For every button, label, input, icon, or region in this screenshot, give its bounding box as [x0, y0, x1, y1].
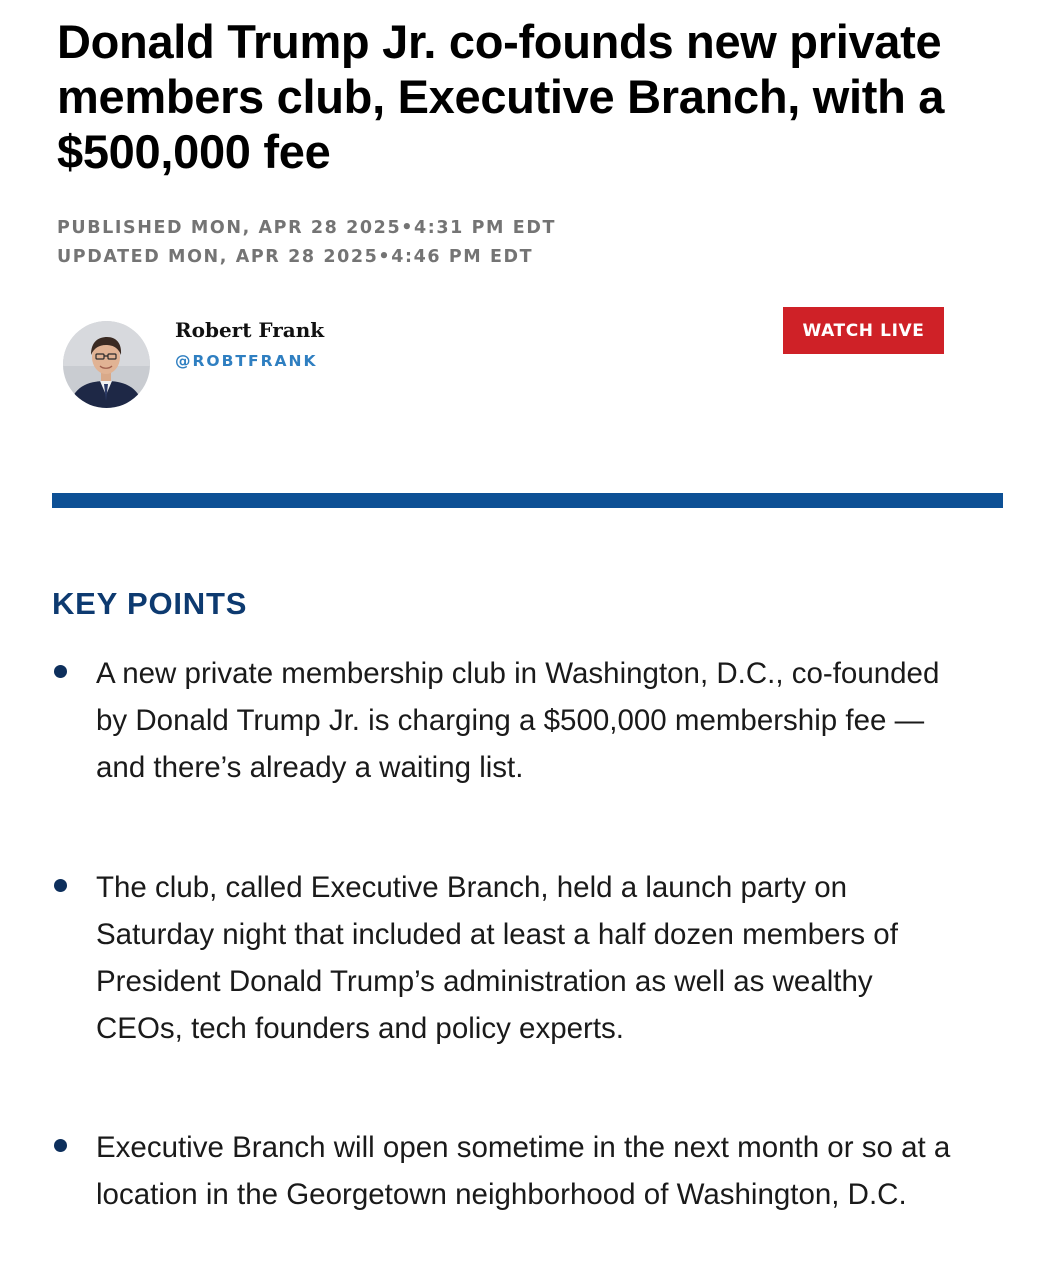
key-point-text: The club, called Executive Branch, held a launch party on Saturday night that included at least a half dozen members of President Donald Trump’s administration as well as wealthy CEOs, tech founders and policy experts.	[96, 871, 898, 1045]
key-point-text: Executive Branch will open sometime in the next month or so at a location in the Georgetown neighborhood of Washington, D.C.	[96, 1131, 951, 1211]
bullet-dot-icon	[54, 665, 67, 678]
article-timestamps	[57, 214, 556, 272]
section-divider	[52, 493, 1003, 508]
author-handle-link[interactable]: @ROBTFRANK	[175, 352, 318, 370]
key-point-text: A new private membership club in Washington, D.C., co-founded by Donald Trump Jr. is charging a $500,000 membership fee — and there’s already a waiting list.	[96, 657, 940, 784]
key-points-heading: KEY POINTS	[52, 586, 248, 621]
bullet-dot-icon	[54, 879, 67, 892]
bullet-dot-icon	[54, 1139, 67, 1152]
updated-timestamp: UPDATED MON, APR 28 2025•4:46 PM EDT	[57, 247, 534, 267]
watch-live-button[interactable]: WATCH LIVE	[783, 307, 944, 354]
author-avatar[interactable]	[63, 321, 150, 408]
article-headline: Donald Trump Jr. co-founds new private members club, Executive Branch, with a $500,000 fee	[57, 15, 945, 178]
author-photo	[63, 321, 150, 408]
author-name[interactable]: Robert Frank	[175, 318, 325, 342]
published-timestamp: PUBLISHED MON, APR 28 2025•4:31 PM EDT	[57, 218, 556, 238]
